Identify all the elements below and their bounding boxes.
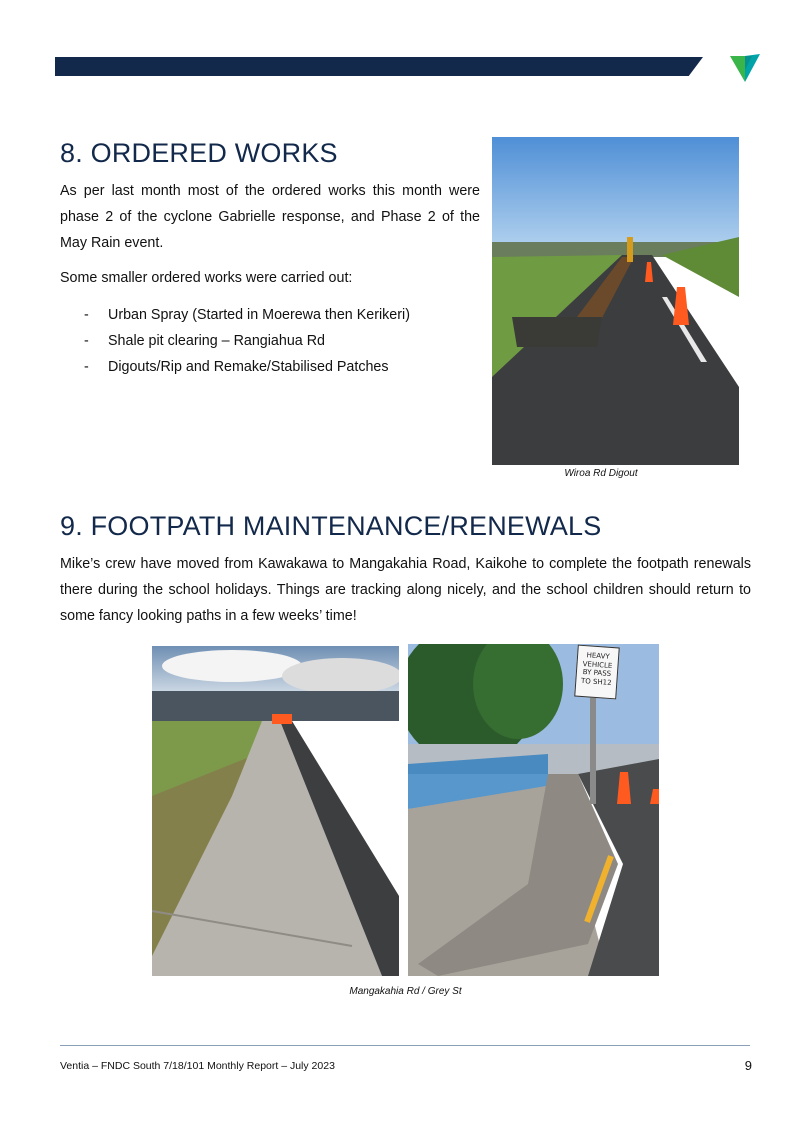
bullet-mark: - <box>84 333 89 349</box>
ventia-logo-icon <box>728 50 762 84</box>
wiroa-photo-caption: Wiroa Rd Digout <box>564 468 638 479</box>
section-9-paragraph: Mike’s crew have moved from Kawakawa to Mangakahia Road, Kaikohe to complete the footpath renewals there during the school holidays. Things are tracking along nicely, and the school children should return to some fancy looking paths in a few weeks’ time! <box>60 556 751 624</box>
section-9-heading: 9. FOOTPATH MAINTENANCE/RENEWALS <box>60 511 602 541</box>
ordered-works-list <box>60 302 410 380</box>
bullet-mark: - <box>84 307 89 323</box>
section-8-heading: 8. ORDERED WORKS <box>60 138 338 168</box>
list-item <box>60 354 410 380</box>
page-number: 9 <box>744 1058 752 1073</box>
sign-line: VEHICLE <box>582 659 613 670</box>
list-item-text: Digouts/Rip and Remake/Stabilised Patches <box>108 359 389 375</box>
list-item <box>60 302 410 328</box>
footer-text: Ventia – FNDC South 7/18/101 Monthly Report – July 2023 <box>60 1060 335 1072</box>
list-item-text: Shale pit clearing – Rangiahua Rd <box>108 333 325 349</box>
section-8-paragraph-1: As per last month most of the ordered works this month were phase 2 of the cyclone Gabrielle response, and Phase 2 of the May Rain event. <box>60 183 480 251</box>
list-item <box>60 328 410 354</box>
mangakahia-photo-caption: Mangakahia Rd / Grey St <box>349 986 462 997</box>
sign-line: HEAVY <box>586 651 610 661</box>
heavy-vehicle-sign <box>574 645 620 700</box>
mangakahia-rd-footpath-photo <box>152 646 399 976</box>
list-item-text: Urban Spray (Started in Moerewa then Kerikeri) <box>108 307 410 323</box>
section-8-paragraph-2: Some smaller ordered works were carried out: <box>60 270 353 286</box>
bullet-mark: - <box>84 359 89 375</box>
sign-line: TO SH12 <box>580 676 612 687</box>
footer-divider <box>60 1045 750 1046</box>
header-bar <box>55 57 703 76</box>
sign-line: BY PASS <box>582 668 612 678</box>
wiroa-rd-digout-photo <box>492 137 739 465</box>
grey-st-footpath-photo <box>408 644 659 976</box>
